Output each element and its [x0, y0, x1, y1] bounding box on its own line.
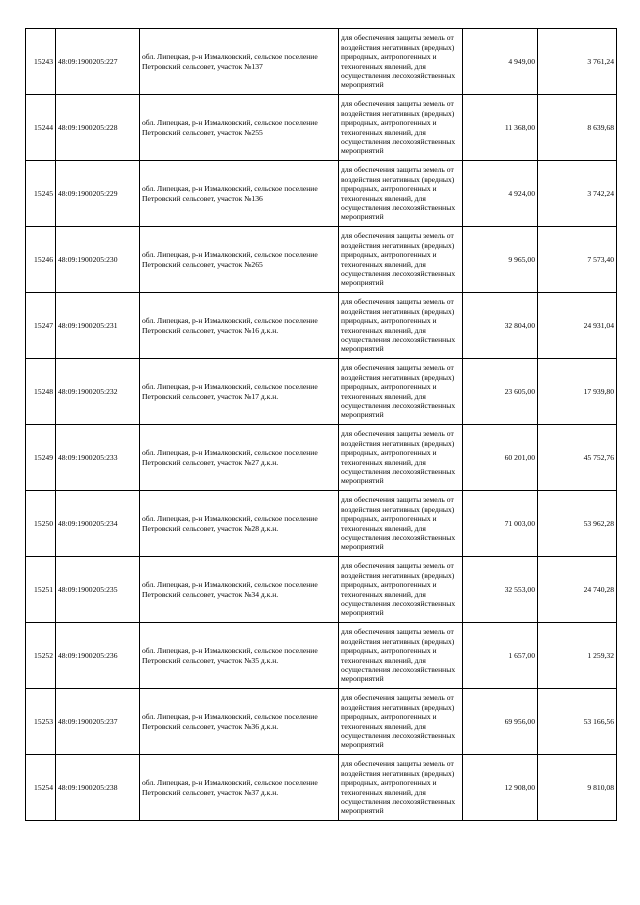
- parcel-address: обл. Липецкая, р-н Измалковский, сельское поселение Петровский сельсовет, участок №137: [140, 29, 339, 95]
- row-number: 15254: [26, 755, 56, 821]
- permitted-use: для обеспечения защиты земель от воздействия негативных (вредных) природных, антропогенных и техногенных явлений, для осуществления лесохозяйственных мероприятий: [339, 227, 463, 293]
- table-row: [26, 491, 617, 557]
- row-number: 15244: [26, 95, 56, 161]
- row-number: 15247: [26, 293, 56, 359]
- cadastral-value: 3 742,24: [538, 161, 617, 227]
- table-row: [26, 755, 617, 821]
- table-row: [26, 623, 617, 689]
- parcel-address: обл. Липецкая, р-н Измалковский, сельское поселение Петровский сельсовет, участок №35 д.к.н.: [140, 623, 339, 689]
- permitted-use: для обеспечения защиты земель от воздействия негативных (вредных) природных, антропогенных и техногенных явлений, для осуществления лесохозяйственных мероприятий: [339, 161, 463, 227]
- table-body: [26, 29, 617, 821]
- parcel-address: обл. Липецкая, р-н Измалковский, сельское поселение Петровский сельсовет, участок №36 д.к.н.: [140, 689, 339, 755]
- cadastral-number: 48:09:1900205:230: [56, 227, 140, 293]
- cadastral-number: 48:09:1900205:238: [56, 755, 140, 821]
- permitted-use: для обеспечения защиты земель от воздействия негативных (вредных) природных, антропогенных и техногенных явлений, для осуществления лесохозяйственных мероприятий: [339, 29, 463, 95]
- permitted-use: для обеспечения защиты земель от воздействия негативных (вредных) природных, антропогенных и техногенных явлений, для осуществления лесохозяйственных мероприятий: [339, 623, 463, 689]
- cadastral-value: 8 639,68: [538, 95, 617, 161]
- cadastral-value: 17 939,80: [538, 359, 617, 425]
- cadastral-number: 48:09:1900205:237: [56, 689, 140, 755]
- parcel-address: обл. Липецкая, р-н Измалковский, сельское поселение Петровский сельсовет, участок №136: [140, 161, 339, 227]
- parcel-address: обл. Липецкая, р-н Измалковский, сельское поселение Петровский сельсовет, участок №255: [140, 95, 339, 161]
- row-number: 15251: [26, 557, 56, 623]
- row-number: 15245: [26, 161, 56, 227]
- parcel-area: 9 965,00: [463, 227, 538, 293]
- row-number: 15246: [26, 227, 56, 293]
- permitted-use: для обеспечения защиты земель от воздействия негативных (вредных) природных, антропогенных и техногенных явлений, для осуществления лесохозяйственных мероприятий: [339, 557, 463, 623]
- row-number: 15243: [26, 29, 56, 95]
- parcel-area: 23 605,00: [463, 359, 538, 425]
- parcel-address: обл. Липецкая, р-н Измалковский, сельское поселение Петровский сельсовет, участок №27 д.к.н.: [140, 425, 339, 491]
- row-number: 15249: [26, 425, 56, 491]
- parcel-address: обл. Липецкая, р-н Измалковский, сельское поселение Петровский сельсовет, участок №16 д.к.н.: [140, 293, 339, 359]
- parcel-address: обл. Липецкая, р-н Измалковский, сельское поселение Петровский сельсовет, участок №34 д.к.н.: [140, 557, 339, 623]
- table-row: [26, 689, 617, 755]
- land-parcels-table: [25, 28, 617, 821]
- table-row: [26, 557, 617, 623]
- table-row: [26, 29, 617, 95]
- parcel-area: 32 553,00: [463, 557, 538, 623]
- cadastral-number: 48:09:1900205:228: [56, 95, 140, 161]
- row-number: 15253: [26, 689, 56, 755]
- table-row: [26, 227, 617, 293]
- cadastral-number: 48:09:1900205:231: [56, 293, 140, 359]
- cadastral-value: 53 166,56: [538, 689, 617, 755]
- cadastral-value: 24 931,04: [538, 293, 617, 359]
- cadastral-number: 48:09:1900205:233: [56, 425, 140, 491]
- parcel-address: обл. Липецкая, р-н Измалковский, сельское поселение Петровский сельсовет, участок №17 д.к.н.: [140, 359, 339, 425]
- cadastral-number: 48:09:1900205:227: [56, 29, 140, 95]
- permitted-use: для обеспечения защиты земель от воздействия негативных (вредных) природных, антропогенных и техногенных явлений, для осуществления лесохозяйственных мероприятий: [339, 689, 463, 755]
- parcel-area: 4 949,00: [463, 29, 538, 95]
- cadastral-value: 45 752,76: [538, 425, 617, 491]
- table-row: [26, 425, 617, 491]
- cadastral-number: 48:09:1900205:229: [56, 161, 140, 227]
- parcel-address: обл. Липецкая, р-н Измалковский, сельское поселение Петровский сельсовет, участок №265: [140, 227, 339, 293]
- parcel-area: 11 368,00: [463, 95, 538, 161]
- row-number: 15250: [26, 491, 56, 557]
- cadastral-value: 24 740,28: [538, 557, 617, 623]
- permitted-use: для обеспечения защиты земель от воздействия негативных (вредных) природных, антропогенных и техногенных явлений, для осуществления лесохозяйственных мероприятий: [339, 359, 463, 425]
- cadastral-number: 48:09:1900205:236: [56, 623, 140, 689]
- cadastral-value: 9 810,08: [538, 755, 617, 821]
- cadastral-value: 3 761,24: [538, 29, 617, 95]
- parcel-address: обл. Липецкая, р-н Измалковский, сельское поселение Петровский сельсовет, участок №28 д.к.н.: [140, 491, 339, 557]
- table-row: [26, 161, 617, 227]
- cadastral-value: 7 573,40: [538, 227, 617, 293]
- parcel-area: 4 924,00: [463, 161, 538, 227]
- parcel-address: обл. Липецкая, р-н Измалковский, сельское поселение Петровский сельсовет, участок №37 д.к.н.: [140, 755, 339, 821]
- table-row: [26, 293, 617, 359]
- permitted-use: для обеспечения защиты земель от воздействия негативных (вредных) природных, антропогенных и техногенных явлений, для осуществления лесохозяйственных мероприятий: [339, 293, 463, 359]
- permitted-use: для обеспечения защиты земель от воздействия негативных (вредных) природных, антропогенных и техногенных явлений, для осуществления лесохозяйственных мероприятий: [339, 755, 463, 821]
- row-number: 15248: [26, 359, 56, 425]
- parcel-area: 69 956,00: [463, 689, 538, 755]
- cadastral-value: 53 962,28: [538, 491, 617, 557]
- parcel-area: 60 201,00: [463, 425, 538, 491]
- permitted-use: для обеспечения защиты земель от воздействия негативных (вредных) природных, антропогенных и техногенных явлений, для осуществления лесохозяйственных мероприятий: [339, 425, 463, 491]
- cadastral-number: 48:09:1900205:232: [56, 359, 140, 425]
- permitted-use: для обеспечения защиты земель от воздействия негативных (вредных) природных, антропогенных и техногенных явлений, для осуществления лесохозяйственных мероприятий: [339, 95, 463, 161]
- parcel-area: 1 657,00: [463, 623, 538, 689]
- cadastral-number: 48:09:1900205:235: [56, 557, 140, 623]
- parcel-area: 32 804,00: [463, 293, 538, 359]
- cadastral-number: 48:09:1900205:234: [56, 491, 140, 557]
- cadastral-value: 1 259,32: [538, 623, 617, 689]
- table-row: [26, 95, 617, 161]
- parcel-area: 71 003,00: [463, 491, 538, 557]
- permitted-use: для обеспечения защиты земель от воздействия негативных (вредных) природных, антропогенных и техногенных явлений, для осуществления лесохозяйственных мероприятий: [339, 491, 463, 557]
- table-row: [26, 359, 617, 425]
- row-number: 15252: [26, 623, 56, 689]
- parcel-area: 12 908,00: [463, 755, 538, 821]
